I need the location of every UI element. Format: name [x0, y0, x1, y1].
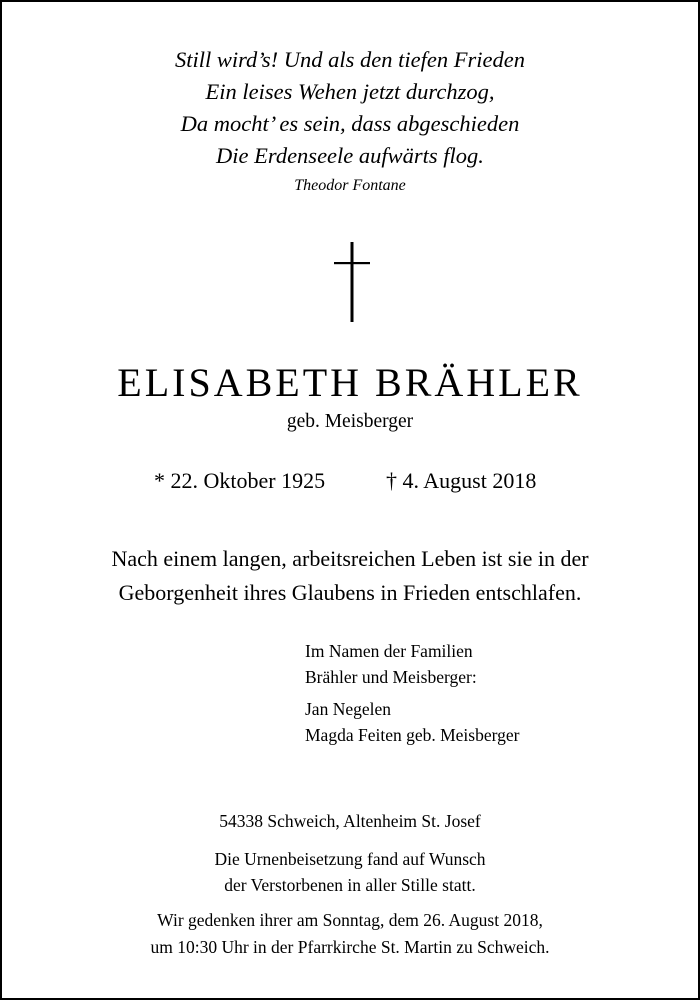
- address-line: 54338 Schweich, Altenheim St. Josef: [219, 811, 481, 831]
- message-line: Nach einem langen, arbeitsreichen Leben ist sie in der: [111, 546, 589, 571]
- poem-line: Die Erdenseele aufwärts flog.: [216, 143, 484, 168]
- mourner-name: Jan Negelen: [305, 699, 392, 719]
- burial-note: [2, 846, 698, 898]
- poem-line: Ein leises Wehen jetzt durchzog,: [205, 79, 495, 104]
- mourner-name: Magda Feiten geb. Meisberger: [305, 725, 520, 745]
- death-date: † 4. August 2018: [386, 468, 537, 493]
- maiden-name: geb. Meisberger: [286, 411, 414, 432]
- birth-date: * 22. Oktober 1925: [154, 468, 326, 493]
- mourners-intro-line: Im Namen der Familien: [305, 641, 473, 661]
- mourners-intro-line: Brähler und Meisberger:: [305, 667, 477, 687]
- latin-cross-icon: [332, 242, 372, 322]
- deceased-name: ELISABETH BRÄHLER: [117, 360, 583, 405]
- farewell-message: [2, 542, 698, 610]
- poem: [2, 44, 698, 196]
- mourners-block: [305, 638, 519, 748]
- poem-line: Still wird’s! Und als den tiefen Frieden: [175, 47, 525, 72]
- address: [2, 808, 698, 834]
- burial-note-line: Die Urnenbeisetzung fand auf Wunsch: [214, 849, 486, 869]
- message-line: Geborgenheit ihres Glaubens in Frieden entschlafen.: [118, 580, 582, 605]
- memorial-service: [2, 907, 698, 961]
- burial-note-line: der Verstorbenen in aller Stille statt.: [224, 875, 476, 895]
- poem-author: Theodor Fontane: [294, 177, 406, 194]
- memorial-line: Wir gedenken ihrer am Sonntag, dem 26. August 2018,: [157, 910, 543, 930]
- memorial-line: um 10:30 Uhr in der Pfarrkirche St. Martin zu Schweich.: [150, 937, 550, 957]
- poem-line: Da mocht’ es sein, dass abgeschieden: [180, 111, 520, 136]
